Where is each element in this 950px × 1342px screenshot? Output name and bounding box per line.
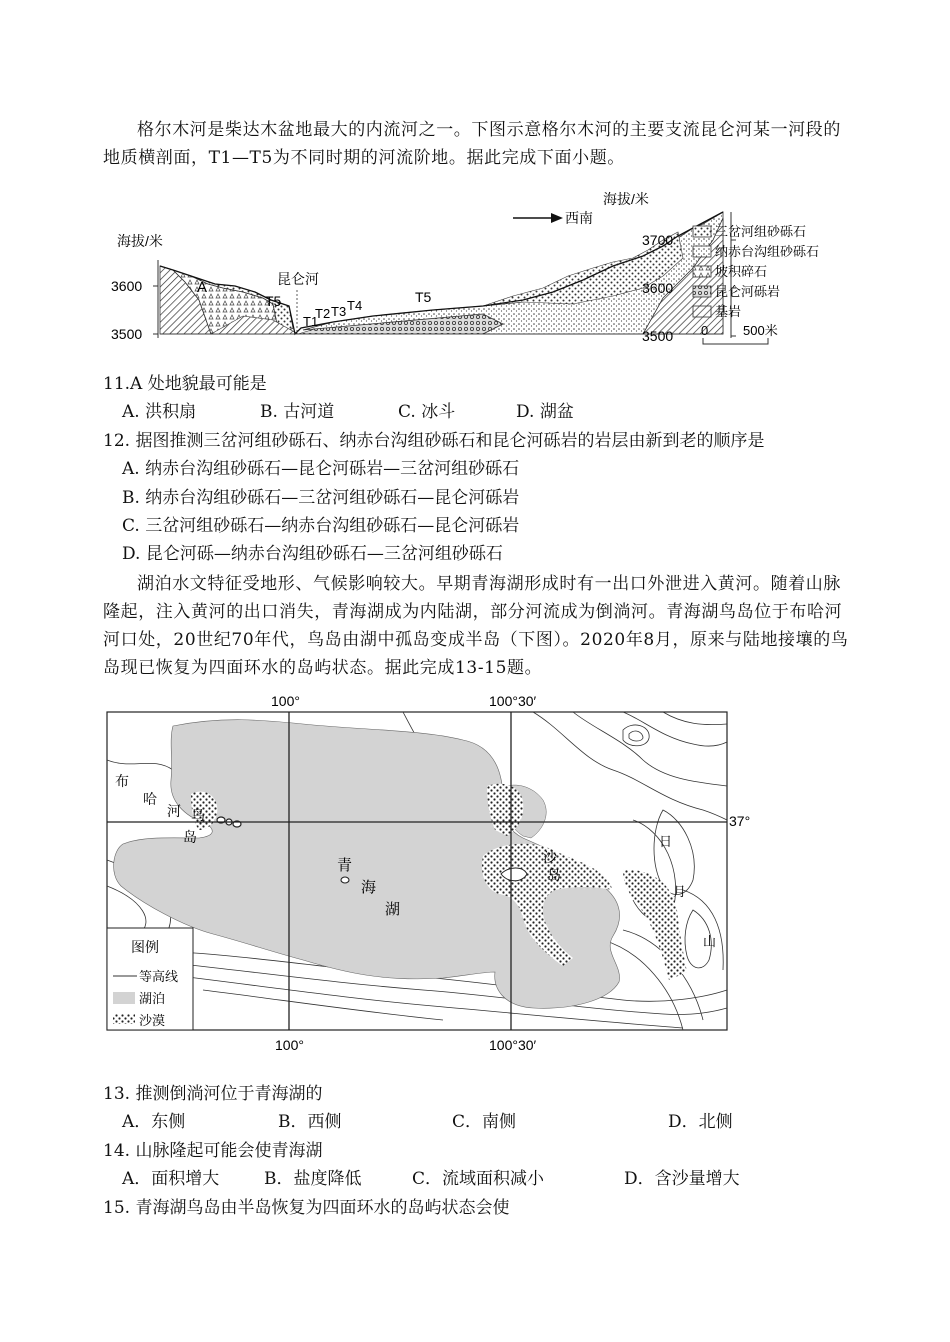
q12-option-b[interactable]: B. 纳赤台沟组砂砾石—三岔河组砂砾石—昆仑河砾岩 [122,488,520,508]
right-tick-3500: 3500 [642,328,674,344]
legend-poji: 坡积碎石 [715,264,768,279]
q14-option-b[interactable]: B．盐度降低 [264,1169,362,1189]
label-shan: 山 [703,934,717,949]
terrace-T5-right: T5 [415,289,432,305]
label-he: 河 [167,803,181,819]
bottom-lon-100-30: 100°30′ [489,1037,537,1053]
q14-option-c[interactable]: C．流域面积减小 [412,1169,545,1189]
top-lon-100-30: 100°30′ [489,693,537,709]
top-lon-100: 100° [271,693,300,709]
legend-nachi: 纳赤台沟组砂砾石 [715,244,820,259]
label-qing: 青 [337,857,353,874]
legend-title: 图例 [131,939,159,955]
direction-label: 西南 [565,210,593,226]
q11-option-d[interactable]: D. 湖盆 [516,402,574,422]
passage-2: 湖泊水文特征受地形、气候影响较大。早期青海湖形成时有一出口外泄进入黄河。随着山脉隆起，注入黄河的出口消失，青海湖成为内陆湖，部分河流成为倒淌河。青海湖鸟岛位于布哈河河口处，20世纪70年代，鸟岛由湖中孤岛变成半岛（下图）。2020年8月，原来与陆地接壤的鸟岛现已恢复为四面环水的岛屿状态。据此完成13-15题。 [103,574,849,678]
label-yue: 月 [673,884,687,899]
right-axis-title: 海拔/米 [603,191,649,207]
q13-option-c[interactable]: C．南侧 [452,1112,517,1132]
scale-label: 500米 [743,323,778,338]
right-tick-3600: 3600 [642,280,674,296]
lat-37: 37° [729,813,751,829]
bottom-lon-100: 100° [275,1037,304,1053]
cross-section-figure [103,188,853,356]
left-tick-3500: 3500 [111,326,143,342]
label-ha: 哈 [143,791,157,807]
right-tick-3700: 3700 [642,232,674,248]
legend-sancha: 三岔河组砂砾石 [715,224,807,239]
terrace-T3: T3 [331,304,347,319]
left-axis-title: 海拔/米 [117,233,163,249]
qinghai-lake-map [103,690,763,1055]
label-sha-dao: 岛 [547,867,561,883]
label-ri: 日 [659,834,673,849]
q11-option-a[interactable]: A. 洪积扇 [122,402,197,422]
q13-option-d[interactable]: D．北侧 [668,1112,733,1132]
scale-zero: 0 [701,323,709,338]
q12-option-d[interactable]: D. 昆仑河砾—纳赤台沟组砂砾石—三岔河组砂砾石 [122,544,503,564]
label-A: A [197,279,208,296]
legend-desert: 沙漠 [139,1013,166,1028]
q12-option-c[interactable]: C. 三岔河组砂砾石—纳赤台沟组砂砾石—昆仑河砾岩 [122,516,520,536]
legend-lake: 湖泊 [139,991,166,1006]
label-niao: 鸟 [191,807,205,823]
terrace-T1: T1 [303,314,319,329]
q14-stem: 14. 山脉隆起可能会使青海湖 [103,1141,323,1161]
q11-stem: 11.A 处地貌最可能是 [103,374,267,394]
q11-option-c[interactable]: C. 冰斗 [398,402,456,422]
river-label: 昆仑河 [277,271,319,287]
left-tick-3600: 3600 [111,278,143,294]
q14-option-d[interactable]: D．含沙量增大 [624,1169,740,1189]
legend-kunlun: 昆仑河砾岩 [715,284,781,299]
label-bu: 布 [115,773,129,789]
q13-option-b[interactable]: B．西侧 [278,1112,342,1132]
q13-stem: 13. 推测倒淌河位于青海湖的 [103,1084,323,1104]
label-dao: 岛 [183,829,197,845]
terrace-T2: T2 [315,306,331,321]
q14-option-a[interactable]: A．面积增大 [122,1169,220,1189]
q12-stem: 12. 据图推测三岔河组砂砾石、纳赤台沟组砂砾石和昆仑河砾岩的岩层由新到老的顺序是 [103,431,765,451]
terrace-T4: T4 [347,298,363,313]
legend-contour: 等高线 [139,969,179,984]
q13-option-a[interactable]: A．东侧 [122,1112,186,1132]
passage-1: 格尔木河是柴达木盆地最大的内流河之一。下图示意格尔木河的主要支流昆仑河某一河段的地质横剖面，T1—T5为不同时期的河流阶地。据此完成下面小题。 [103,120,841,168]
q11-option-b[interactable]: B. 古河道 [260,402,335,422]
legend-base: 基岩 [715,304,742,319]
label-hu: 湖 [385,901,401,918]
q15-stem: 15. 青海湖鸟岛由半岛恢复为四面环水的岛屿状态会使 [103,1198,510,1218]
label-sha: 沙 [543,849,557,865]
label-hai: 海 [361,879,377,896]
q12-option-a[interactable]: A. 纳赤台沟组砂砾石—昆仑河砾岩—三岔河组砂砾石 [122,459,520,479]
terrace-T5-left: T5 [265,293,282,309]
